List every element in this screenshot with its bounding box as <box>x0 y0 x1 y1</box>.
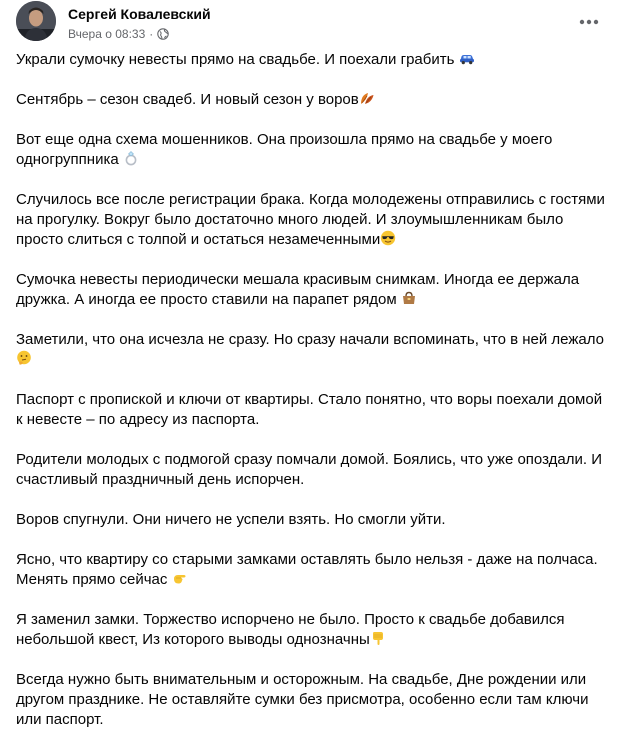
more-horizontal-icon[interactable] <box>576 12 602 32</box>
paragraph-text: Сентябрь – сезон свадеб. И новый сезон у воров <box>16 91 359 108</box>
globe-icon[interactable] <box>157 28 169 40</box>
post-paragraph <box>16 670 608 730</box>
car-icon <box>459 50 475 66</box>
post-paragraph <box>16 450 608 490</box>
author-name[interactable]: Сергей Ковалевский <box>68 6 211 22</box>
paragraph-text: Вот еще одна схема мошенников. Она произошла прямо на свадьбе у моего одногруппника <box>16 131 553 168</box>
post-paragraph <box>16 390 608 430</box>
post-body <box>16 50 608 750</box>
paragraph-text: Украли сумочку невесты прямо на свадьбе. И поехали грабить <box>16 51 455 68</box>
paragraph-text: Случилось все после регистрации брака. Когда молодежены отправились с гостями на прогулку. Вокруг было достаточно много людей. И злоумышленникам было просто слиться с толпой и остаться незамеченными <box>16 191 605 248</box>
paragraph-text: Паспорт с пропиской и ключи от квартиры. Стало понятно, что воры поехали домой к невесте – по адресу из паспорта. <box>16 391 603 428</box>
post-paragraph <box>16 330 608 370</box>
paragraph-text: Заметили, что она исчезла не сразу. Но сразу начали вспоминать, что в ней лежало <box>16 331 604 348</box>
meta-separator: · <box>149 27 154 41</box>
post-header <box>16 0 608 52</box>
paragraph-text: Родители молодых с подмогой сразу помчали домой. Боялись, что уже опоздали. И счастливый праздничный день испорчен. <box>16 451 602 488</box>
pointing-down-icon <box>370 630 386 646</box>
post-paragraph <box>16 550 608 590</box>
post-paragraph <box>16 610 608 650</box>
author-block <box>68 5 211 42</box>
paragraph-text: Всегда нужно быть внимательным и осторожным. На свадьбе, Дне рождении или другом празднике. Не оставляйте сумки без присмотра, особенно если там ключи или паспорт. <box>16 671 589 728</box>
avatar[interactable] <box>16 1 56 41</box>
post-paragraph <box>16 510 608 530</box>
post-paragraph <box>16 190 608 250</box>
ring-icon <box>123 150 139 166</box>
leaves-icon <box>359 90 375 106</box>
post-paragraph <box>16 130 608 170</box>
paragraph-text: Ясно, что квартиру со старыми замками оставлять было нельзя - даже на полчаса. Менять прямо сейчас <box>16 551 598 588</box>
sunglasses-face-icon <box>380 230 396 246</box>
thinking-face-icon <box>16 350 32 366</box>
key-hand-icon <box>172 570 188 586</box>
post-paragraph <box>16 270 608 310</box>
post-paragraph <box>16 50 608 70</box>
paragraph-text: Воров спугнули. Они ничего не успели взять. Но смогли уйти. <box>16 511 446 528</box>
post-paragraph <box>16 90 608 110</box>
handbag-icon <box>401 290 417 306</box>
post-meta <box>68 26 211 42</box>
paragraph-text: Сумочка невесты периодически мешала красивым снимкам. Иногда ее держала дружка. А иногда ее просто ставили на парапет рядом <box>16 271 580 308</box>
paragraph-text: Я заменил замки. Торжество испорчено не было. Просто к свадьбе добавился небольшой квест, Из которого выводы однозначны <box>16 611 565 648</box>
post-timestamp[interactable]: Вчера о 08:33 <box>68 27 146 41</box>
